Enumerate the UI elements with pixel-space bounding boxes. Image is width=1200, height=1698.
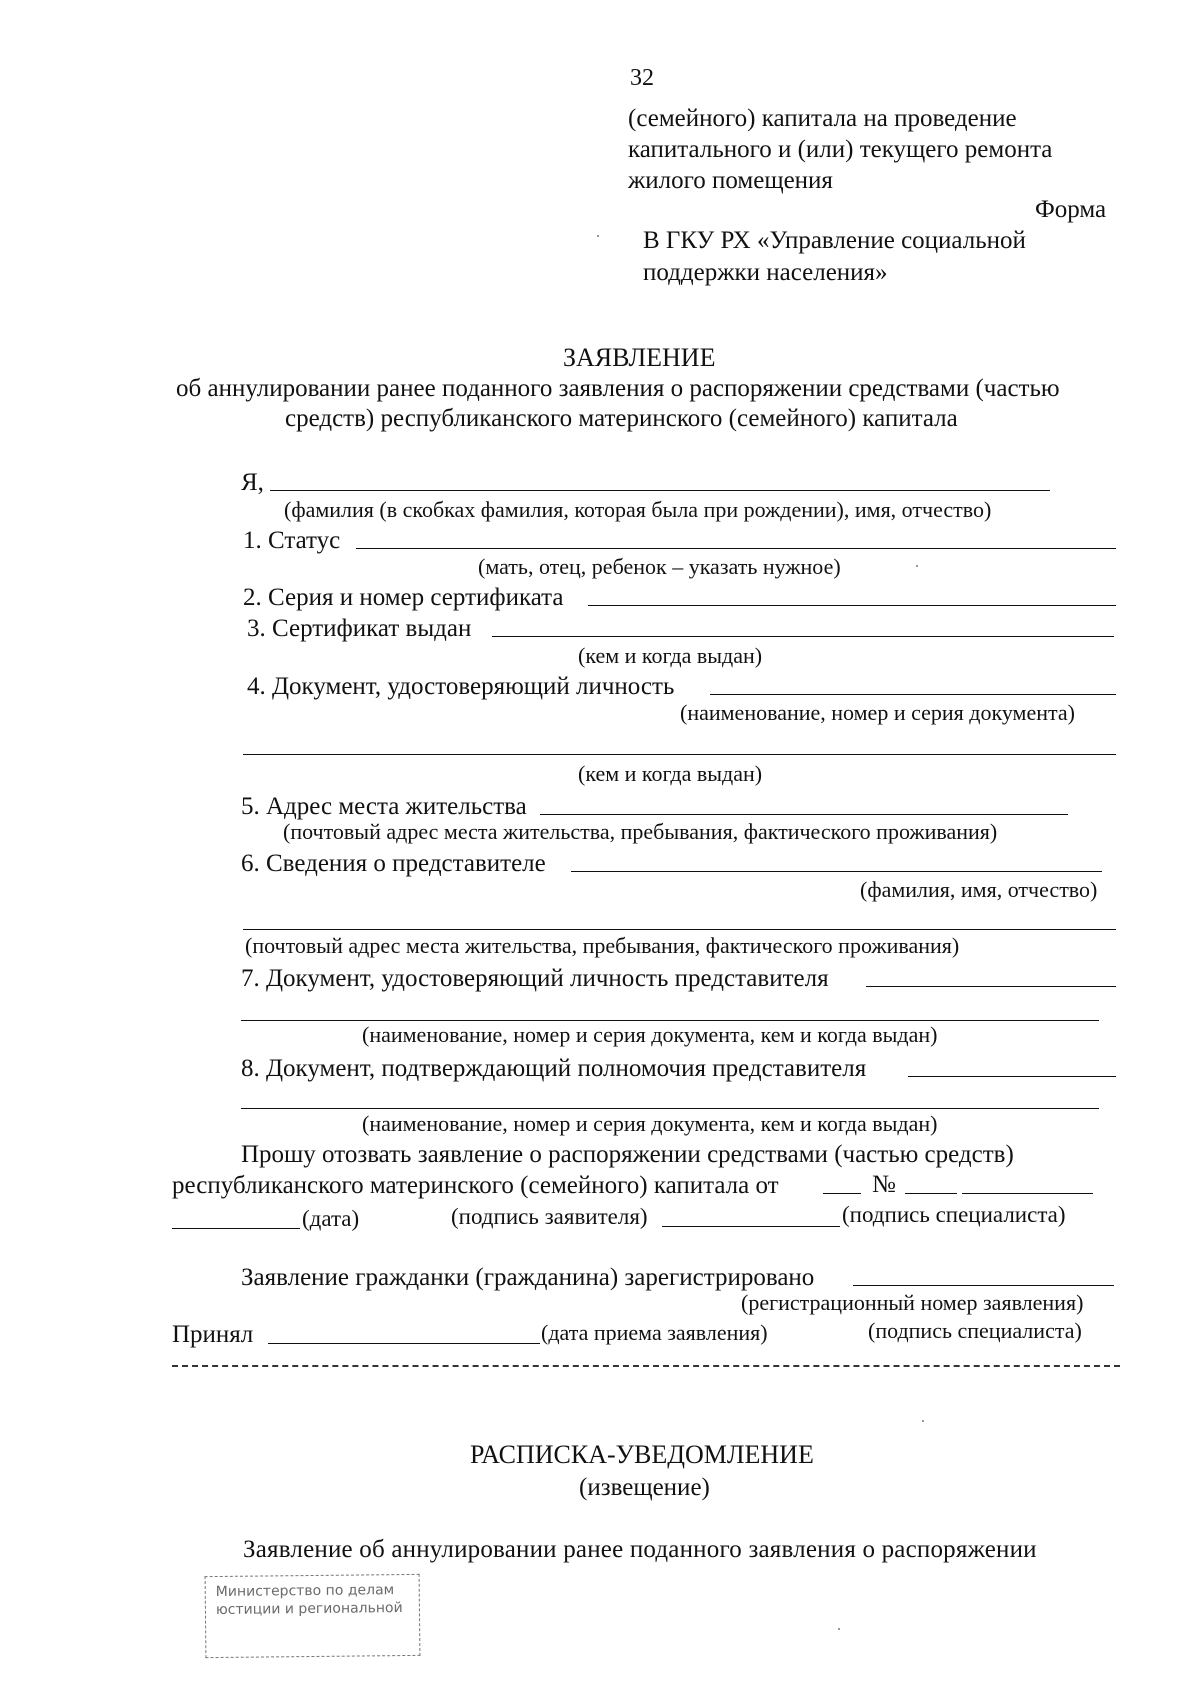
applicant-name-line xyxy=(270,490,1050,491)
accepted-line xyxy=(268,1343,540,1344)
authority-document-label: 8. Документ, подтверждающий полномочия представителя xyxy=(241,1055,867,1082)
stamp-line-1: Министерство по делам xyxy=(215,1582,395,1601)
scan-speck xyxy=(916,565,918,567)
status-label: 1. Статус xyxy=(243,527,341,554)
representative-identity-hint: (наименование, номер и серия документа, кем и когда выдан) xyxy=(362,1022,938,1047)
document-subtitle-line-1: об аннулировании ранее поданного заявления о распоряжении средствами (частью xyxy=(176,375,1060,402)
addressee-line-2: поддержки населения» xyxy=(643,259,888,286)
page-number: 32 xyxy=(630,65,654,91)
appendix-line-3: жилого помещения xyxy=(628,167,833,194)
representative-identity-label: 7. Документ, удостоверяющий личность представителя xyxy=(241,965,829,992)
representative-name-hint: (фамилия, имя, отчество) xyxy=(860,877,1098,902)
authority-document-line-2 xyxy=(241,1108,1099,1109)
scan-speck xyxy=(597,235,599,237)
registration-number-hint: (регистрационный номер заявления) xyxy=(741,1290,1084,1315)
receipt-title: РАСПИСКА-УВЕДОМЛЕНИЕ xyxy=(470,1440,814,1469)
authority-document-line xyxy=(908,1076,1116,1077)
status-hint: (мать, отец, ребенок – указать нужное) xyxy=(478,554,841,579)
scan-speck xyxy=(922,1420,924,1422)
stamp-line-2: юстиции и региональной xyxy=(215,1600,403,1619)
number-sign: № xyxy=(872,1171,896,1198)
authority-document-hint: (наименование, номер и серия документа, кем и когда выдан) xyxy=(362,1111,938,1136)
document-subtitle-line-2: средств) республиканского материнского (семейного) капитала xyxy=(285,405,958,432)
accept-date-hint: (дата приема заявления) xyxy=(541,1320,768,1345)
accepted-label: Принял xyxy=(172,1321,254,1348)
residence-address-hint: (почтовый адрес места жительства, пребывания, фактического проживания) xyxy=(283,819,998,844)
registration-number-line xyxy=(853,1285,1114,1286)
addressee-line-1: В ГКУ РХ «Управление социальной xyxy=(643,227,1026,254)
registered-label: Заявление гражданки (гражданина) зарегистрировано xyxy=(241,1264,815,1291)
request-line-1: Прошу отозвать заявление о распоряжении средствами (частью средств) xyxy=(241,1141,1014,1168)
signature-date-line xyxy=(172,1228,300,1229)
receipt-body: Заявление об аннулировании ранее поданного заявления о распоряжении xyxy=(243,1536,1037,1563)
residence-address-line xyxy=(540,814,1068,815)
identity-document-line-2 xyxy=(243,754,1116,755)
form-label: Форма xyxy=(1035,196,1107,223)
identity-document-label: 4. Документ, удостоверяющий личность xyxy=(247,673,675,700)
certificate-issued-label: 3. Сертификат выдан xyxy=(247,615,472,642)
certificate-issued-line xyxy=(492,636,1114,637)
appendix-line-2: капитального и (или) текущего ремонта xyxy=(628,136,1053,163)
representative-address-hint: (почтовый адрес места жительства, пребывания, фактического проживания) xyxy=(245,933,960,958)
identity-document-hint: (наименование, номер и серия документа) xyxy=(680,700,1075,725)
residence-address-label: 5. Адрес места жительства xyxy=(241,793,527,820)
status-line xyxy=(356,548,1116,549)
accept-signature-hint: (подпись специалиста) xyxy=(868,1318,1082,1343)
document-title: ЗАЯВЛЕНИЕ xyxy=(563,343,716,372)
appendix-line-1: (семейного) капитала на проведение xyxy=(628,105,1017,132)
applicant-signature-line xyxy=(662,1226,840,1227)
cut-line xyxy=(172,1365,1120,1367)
representative-name-line xyxy=(571,871,1102,872)
date-hint: (дата) xyxy=(302,1206,360,1231)
identity-document-line xyxy=(710,694,1116,695)
certificate-issued-hint: (кем и когда выдан) xyxy=(578,643,763,668)
specialist-signature-hint: (подпись специалиста) xyxy=(842,1202,1066,1227)
applicant-signature-hint: (подпись заявителя) xyxy=(451,1204,648,1229)
applicant-name-hint: (фамилия (в скобках фамилия, которая была при рождении), имя, отчество) xyxy=(284,497,992,522)
request-number-line-1 xyxy=(905,1193,957,1194)
representative-label: 6. Сведения о представителе xyxy=(241,850,546,877)
certificate-number-label: 2. Серия и номер сертификата xyxy=(243,584,564,611)
representative-identity-line-2 xyxy=(241,1020,1099,1021)
identity-document-hint-2: (кем и когда выдан) xyxy=(578,761,763,786)
certificate-number-line xyxy=(588,605,1116,606)
representative-identity-line xyxy=(866,986,1116,987)
request-date-line xyxy=(823,1193,861,1194)
representative-address-line xyxy=(243,929,1116,930)
ministry-stamp xyxy=(205,1574,421,1658)
request-number-line-2 xyxy=(962,1193,1093,1194)
receipt-subtitle: (извещение) xyxy=(579,1474,710,1501)
request-line-2: республиканского материнского (семейного) капитала от xyxy=(172,1172,779,1199)
scan-speck xyxy=(838,1628,840,1630)
applicant-label: Я, xyxy=(241,469,264,496)
